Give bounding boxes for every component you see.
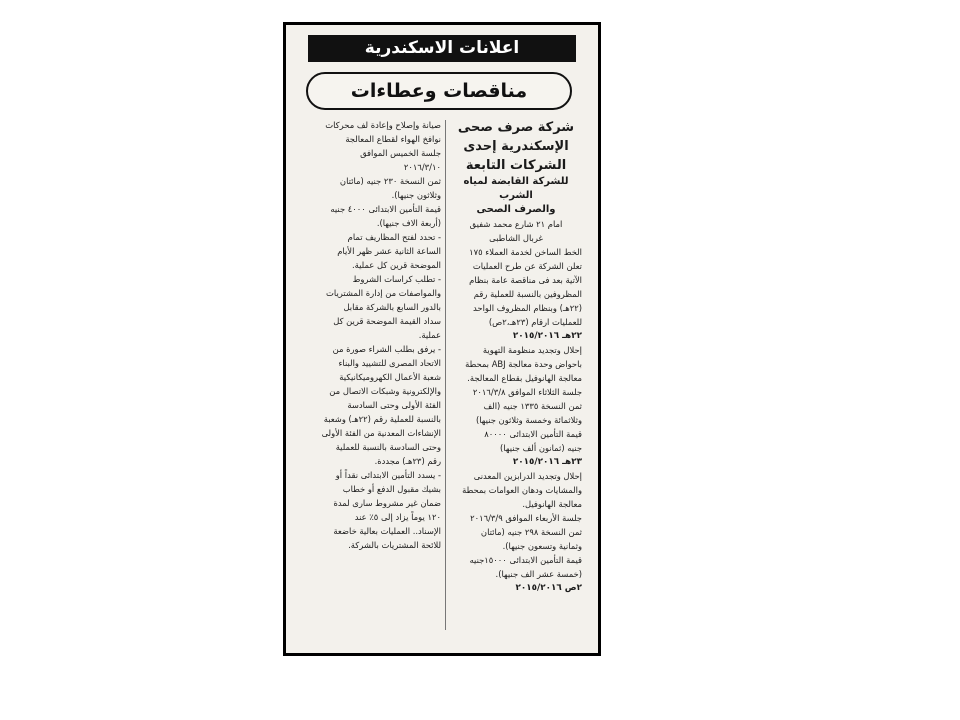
left-line: الإنشاءات المعدنية من الفئة الأولى bbox=[321, 428, 441, 438]
holding-line: والصرف الصحى bbox=[476, 204, 556, 215]
left-line: ١٢٠ يوماً يزاد إلى ٥٪ عند bbox=[354, 512, 441, 522]
right-column bbox=[450, 118, 582, 595]
left-line: نوافخ الهواء لقطاع المعالجة bbox=[345, 134, 441, 144]
operation-ref: ٢ص ٢٠١٥/٢٠١٦ bbox=[515, 583, 582, 593]
left-line: شعبة الأعمال الكهروميكانيكية bbox=[339, 372, 441, 382]
left-line: بالنسبة للعملية رقم (٢٢هـ) وشعبة bbox=[323, 414, 441, 424]
newspaper-clipping bbox=[283, 22, 601, 656]
operation-line: وثلاثمائة وخمسة وثلاثون جنيها) bbox=[475, 415, 582, 425]
operation-line: قيمة التأمين الابتدائى ٨٠٠٠٠ bbox=[484, 429, 582, 439]
left-line: الموضحة قرين كل عملية. bbox=[352, 260, 441, 270]
left-line: للائحة المشتريات بالشركة. bbox=[348, 540, 441, 550]
column-divider bbox=[445, 120, 446, 630]
company-name-line: شركة صرف صحى bbox=[457, 120, 575, 135]
left-line: وثلاثون جنيها). bbox=[391, 190, 441, 200]
left-line: - يرفق بطلب الشراء صورة من bbox=[332, 344, 441, 354]
operation-line: معالجة الهانوفيل بقطاع المعالجة. bbox=[467, 373, 582, 383]
operation-ref: ٢٢هـ ٢٠١٥/٢٠١٦ bbox=[512, 331, 582, 341]
body-line: الآتية بعد فى مناقصة عامة بنظام bbox=[469, 275, 582, 285]
left-line: - تحدد لفتح المظاريف تمام bbox=[347, 232, 441, 242]
left-line: جلسة الخميس الموافق bbox=[360, 148, 441, 158]
operation-line: معالجة الهانوفيل. bbox=[522, 499, 582, 509]
left-line: ضمان غير مشروط سارى لمدة bbox=[333, 498, 441, 508]
operation-line: باحواض وحدة معالجة ABJ بمحطة bbox=[465, 359, 582, 369]
operation-line: إحلال وتجديد الدرابزين المعدنى bbox=[473, 471, 582, 481]
body-line: تعلن الشركة عن طرح العمليات bbox=[472, 261, 582, 271]
operation-line: ثمن النسخة ٢٩٨ جنيه (مائتان bbox=[480, 527, 582, 537]
section-subtitle: مناقصات وعطاءات bbox=[306, 72, 572, 110]
left-line: بالدور السابع بالشركة مقابل bbox=[343, 302, 441, 312]
left-line: الساعة الثانية عشر ظهر الأيام bbox=[337, 246, 441, 256]
operation-line: جلسة الثلاثاء الموافق ٢٠١٦/٣/٨ bbox=[472, 387, 582, 397]
operation-line: جنيه (ثمانون ألف جنيها) bbox=[500, 443, 582, 453]
left-line: بشيك مقبول الدفع أو خطاب bbox=[342, 484, 441, 494]
left-line: والمواصفات من إدارة المشتريات bbox=[326, 288, 441, 298]
left-line: ٢٠١٦/٣/١٠ bbox=[403, 162, 441, 172]
left-line: عملية. bbox=[418, 330, 441, 340]
left-line: سداد القيمة الموضحة قرين كل bbox=[333, 316, 441, 326]
left-line: الاتحاد المصرى للتشييد والبناء bbox=[338, 358, 441, 368]
operation-line: والمشايات ودهان العوامات بمحطة bbox=[462, 485, 582, 495]
holding-line: للشركة القابضة لمياه الشرب bbox=[463, 176, 569, 201]
body-line: المظروفين بالنسبة للعملية رقم bbox=[473, 289, 582, 299]
body-line: (٢٢هـ) وبنظام المظروف الواحد bbox=[473, 303, 582, 313]
left-line: وحتى السادسة بالنسبة للعملية bbox=[335, 442, 441, 452]
left-line: الإسناد.. العمليات بعالية خاضعة bbox=[333, 526, 441, 536]
left-line: الفئة الأولى وحتى السادسة bbox=[347, 400, 441, 410]
left-line: - يسدد التأمين الابتدائى نقداً أو bbox=[335, 470, 441, 480]
left-line: والإلكترونية وشبكات الاتصال من bbox=[329, 386, 441, 396]
operation-line: قيمة التأمين الابتدائى ١٥٠٠٠جنيه bbox=[469, 555, 582, 565]
operation-line: ثمن النسخة ١٣٣٥ جنيه (الف bbox=[483, 401, 582, 411]
operation-line: (خمسة عشر الف جنيها). bbox=[495, 569, 582, 579]
operation-ref: ٢٣هـ ٢٠١٥/٢٠١٦ bbox=[512, 457, 582, 467]
operation-line: وثمانية وتسعون جنيها). bbox=[502, 541, 582, 551]
left-column bbox=[306, 118, 441, 552]
address-line: غربال الشاطبى bbox=[489, 233, 543, 243]
left-line: رقم (٢٣هـ) مجددة. bbox=[374, 456, 441, 466]
body-line: الخط الساخن لخدمة العملاء ١٧٥ bbox=[469, 247, 582, 257]
left-line: (أربعة الاف جنيها). bbox=[376, 218, 441, 228]
address-line: امام ٢١ شارع محمد شفيق bbox=[469, 219, 563, 229]
left-line: قيمة التأمين الابتدائى ٤٠٠٠ جنيه bbox=[330, 204, 441, 214]
section-banner: اعلانات الاسكندرية bbox=[308, 35, 576, 62]
left-line: ثمن النسخة ٢٣٠ جنيه (مائتان bbox=[339, 176, 441, 186]
left-line: صيانة وإصلاح وإعادة لف محركات bbox=[325, 120, 441, 130]
body-line: للعمليات ارقام (٢٣هـ،٢ص) bbox=[488, 317, 582, 327]
company-name-line: الإسكندرية إحدى bbox=[463, 139, 569, 154]
left-line: - تطلب كراسات الشروط bbox=[352, 274, 441, 284]
operation-line: إحلال وتجديد منظومة التهوية bbox=[482, 345, 582, 355]
operation-line: جلسة الأربعاء الموافق ٢٠١٦/٣/٩ bbox=[470, 513, 582, 523]
company-name-line: الشركات التابعة bbox=[465, 158, 567, 173]
